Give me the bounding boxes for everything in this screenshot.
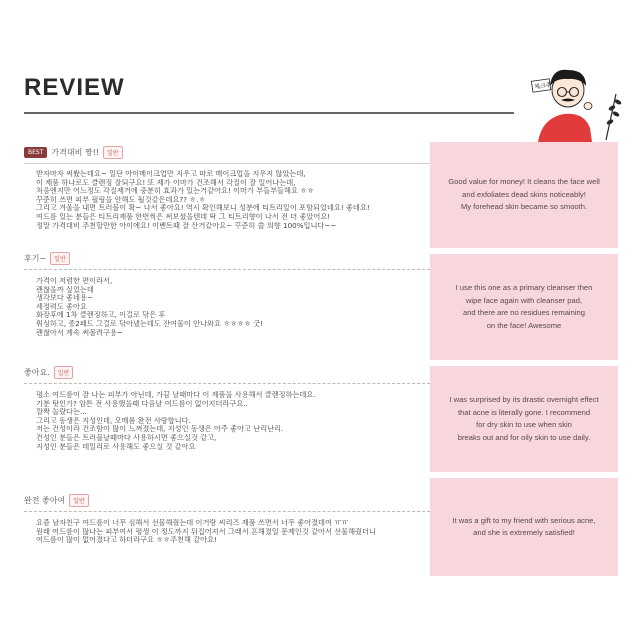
- review-badge: 일반: [69, 494, 89, 507]
- review-line: 이 제품 하나로도 클렌징 잘되구요! 또 제가 이마가 건조해서 각질이 잘 일어나는데,: [36, 178, 296, 187]
- review-body: [24, 391, 430, 451]
- review-line: 정말 가격대비 추천할만한 아이에요! 이벤트때 잘 산거같아요~ 꾸준히 쓸 의향 100%입니다~~: [36, 221, 337, 230]
- review-line: 생각보다 좋네용~: [36, 294, 93, 303]
- review-title: 가격대비 짱!!: [51, 148, 99, 157]
- card-line: on the face! Awesome: [486, 320, 562, 330]
- review-line: 지성인 분들은 데일리로 사용해도 좋으실 것 같아요: [36, 442, 196, 451]
- review-line: 여드름 있는 분들은 티트리제품 한번씩은 써보셨을텐데 딱 그 티트리향이 나서 전 더 좋았어요!: [36, 212, 331, 221]
- review-line: 그리고 겨울을 내면 트러블이 확~ 나서 좋아요! 역시 확인해보니 성분에 티트리잎이 포함되었네요! 좋네요!: [36, 204, 370, 213]
- review-line: 세정력도 좋아요: [36, 302, 87, 311]
- translation-card: [430, 142, 618, 248]
- card-line: I use this one as a primary cleanser then: [455, 283, 593, 292]
- review-badge: 일반: [103, 146, 123, 159]
- review-line: 받자마자 써봤는데요~ 일단 아이메이크업만 지우고 따로 메이크업을 지우지 않았는데,: [36, 170, 306, 178]
- card-line: and she is extremely satisfied!: [473, 528, 575, 537]
- review-line: 원래 여드름이 많나는 피부여서 평생 이 정도까지 뒤집어져서 그래서 흔해졌일 문제인것 같아서 선물해줬더니: [36, 527, 376, 536]
- card-line: Good value for money! It cleans the face well: [448, 177, 600, 187]
- leaf-branch-icon: [606, 94, 621, 140]
- card-line: wipe face again with cleanser pad,: [465, 295, 583, 305]
- card-line: that acne is literally gone. I recommend: [457, 407, 591, 417]
- translation-card: [430, 254, 618, 360]
- review-line: 괜찮을까 싶었는데: [36, 285, 94, 294]
- review-body: [24, 519, 430, 545]
- card-line: I was surprised by its drastic overnight effect: [449, 395, 599, 404]
- page-title: REVIEW: [24, 74, 125, 101]
- review-line: 깜짝 놀랐다는...: [36, 408, 87, 417]
- card-line: and there are no residues remaining: [462, 308, 585, 317]
- review-line: 기분 탓인가? 암튼 전 사용했을때 다음날 여드름이 없어지더라구요..: [36, 399, 248, 408]
- review-body: [24, 277, 430, 337]
- review-divider: [24, 269, 430, 271]
- review-line: 처음엔지만 어느정도 각질제거에 충분히 효과가 있는거같아요! 이마가 부들부들해요 ㅎㅎ: [36, 187, 315, 196]
- review-header: [24, 252, 430, 269]
- review-title: 후기~: [24, 254, 47, 263]
- review-item: [24, 366, 430, 451]
- review-divider: [24, 511, 430, 513]
- review-line: 화장후에 1차 클렌징하고, 이걸로 닦은 후: [36, 311, 166, 320]
- review-line: 워싱하고, 종2패드 그걸로 닦아냈는데도 잔여물이 안나와요 ㅎㅎㅎㅎ 굿!: [36, 319, 264, 328]
- mascot-illustration: [528, 62, 628, 142]
- review-line: 가격이 저렴한 편이라서,: [36, 277, 113, 285]
- review-badge: 일반: [54, 366, 74, 379]
- translation-card: [430, 366, 618, 472]
- review-header: [24, 494, 430, 511]
- best-badge: BEST: [24, 147, 47, 158]
- review-title: 완전 좋아여: [24, 496, 66, 505]
- card-line: My forehead skin became so smooth.: [460, 202, 588, 212]
- review-line: 여드름이 많이 없어졌다고 하더라구요 ㅎㅎ추천해 같아요!: [36, 536, 217, 545]
- review-title: 좋아요.: [24, 368, 50, 377]
- translation-card: [430, 478, 618, 576]
- card-line: breaks out and for oily skin to use daily.: [457, 432, 591, 442]
- card-line: for dry skin to use when skin: [476, 420, 572, 429]
- card-line: It was a gift to my friend with serious acne,: [452, 515, 596, 525]
- review-line: 저는 건성이라 건조함이 많이 느껴졌는데, 지성인 동생은 아주 좋아고 난리난리.: [36, 425, 284, 434]
- review-line: 요즘 남자친구 여드름이 너무 심해서 선물해줬는데 이거랑 씨리즈 제품 쓰면서 너무 좋아졌데여 ㅠㅠ: [36, 519, 349, 527]
- card-line: and exfoliates dead skins noticeably!: [462, 189, 586, 199]
- review-line: 그리고 동생은 지성인데, 오메롬 완전 사랑합니다.: [36, 416, 191, 425]
- review-item: [24, 494, 430, 545]
- review-line: 건성인 분들은 트러블날때마다 사용하시면 좋으실것 같고,: [36, 433, 217, 442]
- mascot-sign: 체크추: [533, 81, 552, 91]
- review-badge: 일반: [50, 252, 70, 265]
- review-item: [24, 252, 430, 337]
- review-header: [24, 366, 430, 383]
- review-item: [24, 146, 430, 230]
- review-line: 꾸준히 쓰면 피부 필링을 안해도 될것같은데요?? ㅎ.ㅎ: [36, 195, 206, 204]
- review-header: [24, 146, 430, 163]
- review-divider: [24, 163, 430, 164]
- review-line: 평소 여드름이 잘 나는 피부가 아닌데, 가끔 날때마다 이 제품을 사용해서 클렌징하는데요.: [36, 391, 316, 399]
- review-line: 괜찮아서 계속 써볼려구용~: [36, 328, 123, 337]
- title-divider: [24, 112, 514, 114]
- review-body: [24, 170, 430, 230]
- review-divider: [24, 383, 430, 385]
